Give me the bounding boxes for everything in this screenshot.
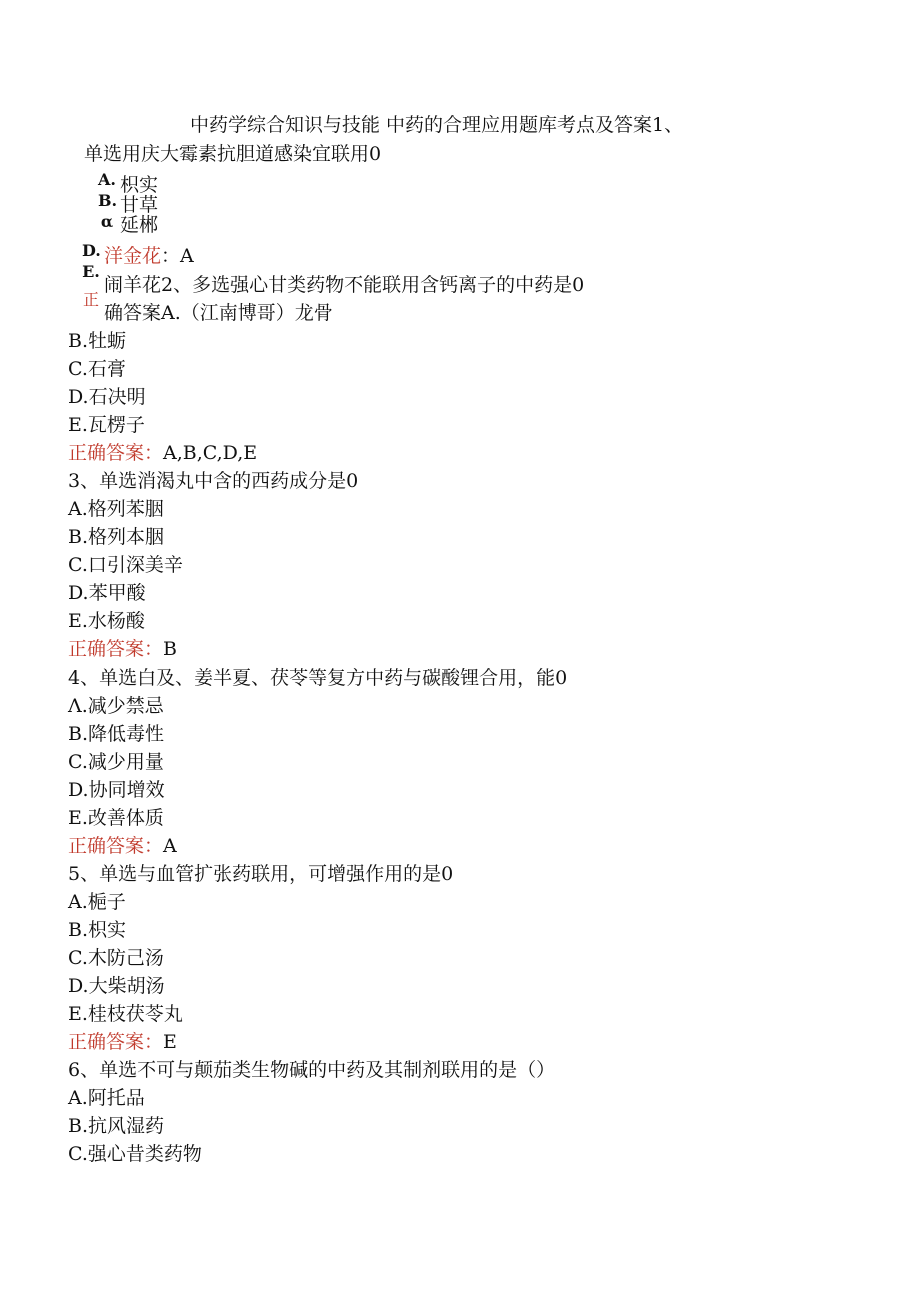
q1-option-b: 甘草 — [120, 194, 159, 216]
q5-option-d: D.大柴胡汤 — [68, 975, 165, 997]
q6-option-a: A.阿托品 — [68, 1087, 145, 1109]
q1-label-a: A. — [98, 170, 116, 189]
q4-stem: 4、单选白及、姜半夏、茯苓等复方中药与碳酸锂合用，能0 — [68, 667, 568, 689]
q4-option-b: B.降低毒性 — [68, 723, 165, 745]
q3-option-c: C.口引深美辛 — [68, 554, 183, 576]
document-title: 中药学综合知识与技能 中药的合理应用题库考点及答案1、 — [190, 114, 684, 136]
q3-answer-value: B — [163, 638, 177, 660]
q2-option-b: B.牡蛎 — [68, 330, 127, 352]
q5-option-b: B.枳实 — [68, 919, 127, 941]
q4-answer — [68, 834, 177, 858]
q3-option-d: D.苯甲酸 — [68, 582, 146, 604]
q3-stem: 3、单选消渴丸中含的西药成分是0 — [68, 470, 359, 492]
q4-option-c: C.减少用量 — [68, 751, 164, 773]
q1-option-e-and-q2-stem: 闹羊花2、多选强心甘类药物不能联用含钙离子的中药是0 — [104, 274, 585, 296]
q1-label-b: B. — [98, 191, 118, 210]
q4-option-d: D.协同增效 — [68, 779, 165, 801]
q1-answer-value: ：A — [161, 245, 194, 267]
q1-option-d — [104, 244, 194, 268]
q2-answer — [68, 441, 257, 465]
q5-option-e: E.桂枝茯苓丸 — [68, 1003, 183, 1025]
q5-option-a: A.梔子 — [68, 891, 126, 913]
q2-answer-value: A,B,C,D,E — [163, 442, 258, 464]
q4-answer-value: A — [163, 835, 177, 857]
q1-label-c: α — [100, 212, 114, 231]
q4-answer-label: 正确答案： — [68, 835, 164, 857]
q1-label-answer: 正 — [82, 290, 99, 309]
q6-stem: 6、单选不可与颠茄类生物碱的中药及其制剂联用的是（） — [68, 1059, 556, 1081]
q6-option-c: C.强心昔类药物 — [68, 1143, 202, 1165]
q5-option-c: C.木防己汤 — [68, 947, 164, 969]
q1-answer-and-q2-option-a: 确答案A.（江南博哥）龙骨 — [104, 302, 333, 324]
q1-option-a: 枳实 — [120, 174, 159, 196]
q5-answer — [68, 1030, 177, 1054]
q2-option-d: D.石决明 — [68, 386, 146, 408]
q1-label-e: E. — [82, 262, 100, 281]
q1-label-d: D. — [82, 241, 101, 260]
q3-option-b: B.格列本胭 — [68, 526, 165, 548]
q3-option-a: A.格列苯胭 — [68, 498, 164, 520]
q5-answer-label: 正确答案： — [68, 1031, 164, 1053]
q4-option-a: Λ.减少禁忌 — [68, 695, 164, 717]
q1-stem: 单选用庆大霉素抗胆道感染宜联用0 — [84, 143, 382, 165]
q6-option-b: B.抗风湿药 — [68, 1115, 165, 1137]
q2-option-c: C.石膏 — [68, 358, 126, 380]
q1-option-d-text: 洋金花 — [104, 245, 162, 267]
q3-answer-label: 正确答案： — [68, 638, 164, 660]
q5-answer-value: E — [163, 1031, 177, 1053]
q4-option-e: E.改善体质 — [68, 807, 164, 829]
q2-answer-label: 正确答案： — [68, 442, 164, 464]
q3-option-e: E.水杨酸 — [68, 610, 145, 632]
q1-option-c: 延郴 — [120, 214, 159, 236]
q2-option-e: E.瓦楞子 — [68, 414, 145, 436]
q3-answer — [68, 637, 177, 661]
q5-stem: 5、单选与血管扩张药联用，可增强作用的是0 — [68, 863, 454, 885]
